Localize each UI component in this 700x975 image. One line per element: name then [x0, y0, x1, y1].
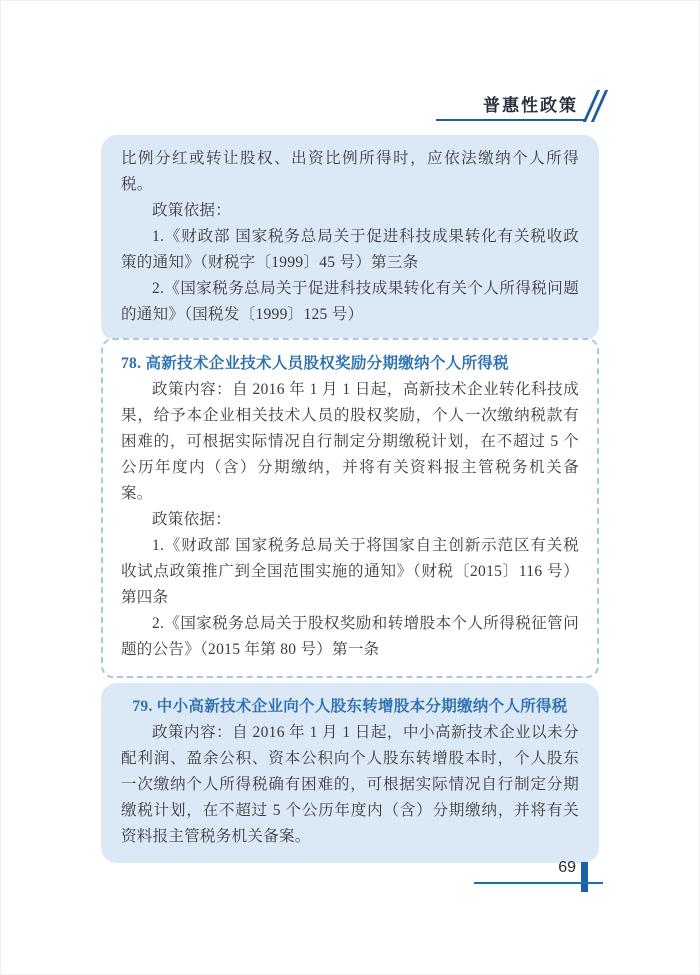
policy-78-title: 78. 高新技术企业技术人员股权奖励分期缴纳个人所得税: [121, 355, 509, 372]
policy-basis-heading: 政策依据：: [152, 202, 232, 219]
policy-78-box: [101, 338, 599, 678]
continuation-policy-box: [101, 135, 599, 341]
policy-basis-item: 2.《国家税务总局关于股权奖励和转增股本个人所得税征管问题的公告》（2015 年第 80 号）第一条: [121, 615, 579, 658]
policy-text: 比例分红或转让股权、出资比例所得时，应依法缴纳个人所得税。: [121, 150, 579, 193]
policy-basis-item: 1.《财政部 国家税务总局关于将国家自主创新示范区有关税收试点政策推广到全国范围实施的通知》（财税〔2015〕116 号）第四条: [121, 537, 579, 606]
policy-content: 政策内容：自 2016 年 1 月 1 日起，中小高新技术企业以未分配利润、盈余公积、资本公积向个人股东转增股本时，个人股东一次缴纳个人所得税确有困难的，可根据实际情况自行制定分期缴税计划，在不超过 5 个公历年度内（含）分期缴纳，并将有关资料报主管税务机关备案。: [121, 724, 579, 845]
policy-basis-heading: 政策依据：: [152, 511, 232, 528]
policy-content: 政策内容：自 2016 年 1 月 1 日起，高新技术企业转化科技成果，给予本企业相关技术人员的股权奖励，个人一次缴纳税款有困难的，可根据实际情况自行制定分期缴税计划，在不超过 5 个公历年度内（含）分期缴纳，并将有关资料报主管税务机关备案。: [121, 381, 579, 502]
page-header-band: [434, 87, 604, 121]
page-header-title: 普惠性政策: [483, 96, 578, 115]
footer-rule: [474, 882, 603, 884]
footer-accent-bar: [581, 862, 588, 892]
policy-basis-item: 2.《国家税务总局关于促进科技成果转化有关个人所得税问题的通知》（国税发〔1999〕125 号）: [121, 280, 579, 323]
double-slash-icon: [590, 90, 607, 122]
header-underline: [436, 119, 586, 121]
policy-79-box: [101, 683, 599, 863]
page-footer: [474, 857, 603, 893]
page-number: 69: [558, 859, 576, 876]
policy-basis-item: 1.《财政部 国家税务总局关于促进科技成果转化有关税收政策的通知》（财税字〔1999〕45 号）第三条: [121, 228, 579, 271]
policy-79-title: 79. 中小高新技术企业向个人股东转增股本分期缴纳个人所得税: [132, 698, 568, 715]
